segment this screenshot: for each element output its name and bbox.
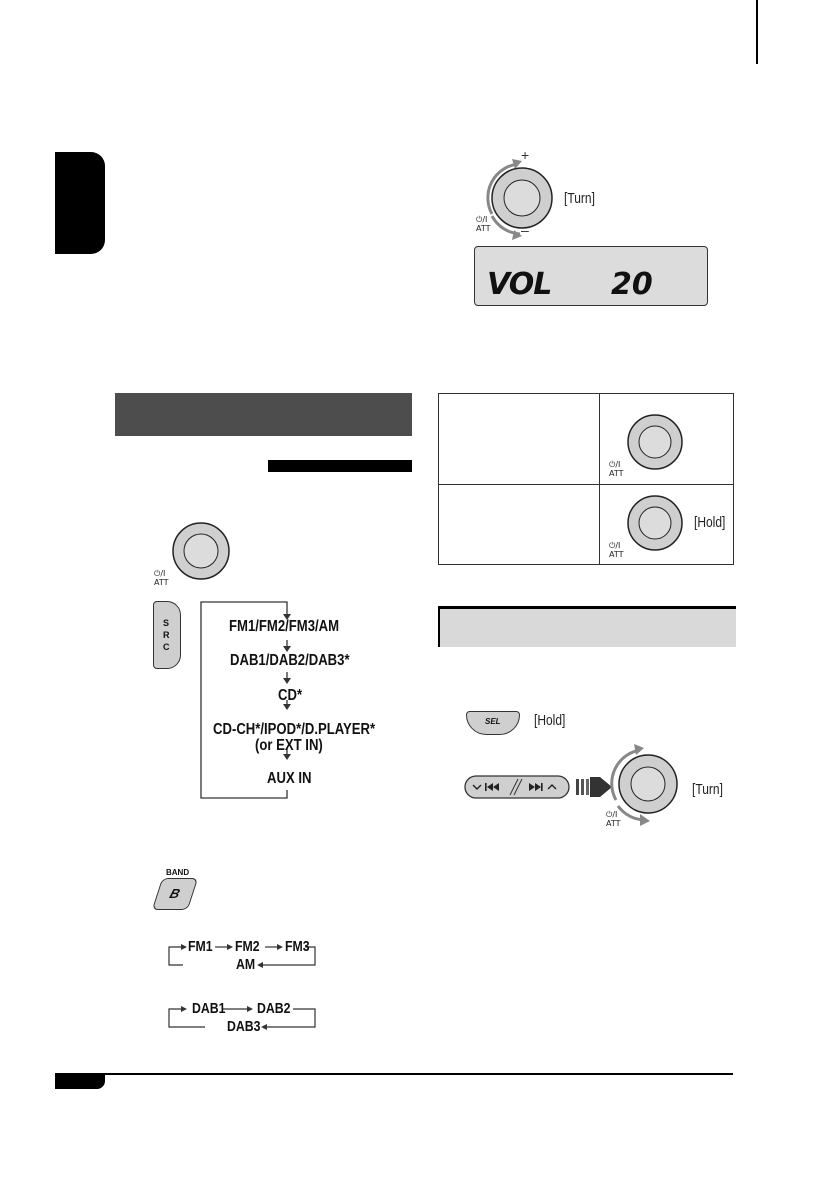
- src-button[interactable]: [153, 601, 181, 669]
- power-off-power-label: ⏻/I: [609, 541, 621, 550]
- band-button[interactable]: [152, 878, 198, 910]
- source-knob-power-label: ⏻/I: [154, 569, 166, 578]
- fm-cycle-am: AM: [236, 956, 256, 973]
- updown-skip-button[interactable]: [464, 775, 570, 799]
- volume-minus-sign: –: [521, 222, 529, 238]
- settings-knob-att-label: ATT: [606, 819, 621, 828]
- sel-button[interactable]: [466, 711, 520, 735]
- power-on-knob[interactable]: [625, 412, 685, 472]
- fm-cycle-fm2: FM2: [235, 938, 260, 955]
- turn-label: [Turn]: [564, 190, 595, 207]
- src-letter-s: S: [163, 618, 170, 628]
- sel-button-label: SEL: [485, 717, 501, 726]
- power-off-hold-label: [Hold]: [694, 514, 726, 531]
- source-item-cd: CD*: [278, 687, 303, 704]
- language-side-tab: [55, 152, 105, 254]
- page-number-tab: [55, 1073, 105, 1089]
- lcd-value-text: 20: [611, 267, 653, 302]
- power-table-column-divider: [599, 394, 600, 564]
- settings-knob-power-label: ⏻/I: [606, 810, 618, 819]
- fm-cycle-fm3: FM3: [285, 938, 310, 955]
- power-off-knob[interactable]: [625, 493, 685, 553]
- source-item-fm: FM1/FM2/FM3/AM: [229, 618, 340, 635]
- lcd-display: [474, 246, 708, 306]
- power-table: [438, 393, 734, 565]
- power-on-power-label: ⏻/I: [609, 460, 621, 469]
- source-item-cdch: CD-CH*/IPOD*/D.PLAYER*: [213, 721, 376, 738]
- source-item-aux: AUX IN: [267, 770, 312, 787]
- section-header-dark: [115, 393, 412, 436]
- src-letter-r: R: [163, 630, 170, 640]
- dab-cycle-dab3: DAB3: [227, 1018, 261, 1035]
- source-knob[interactable]: [170, 520, 232, 582]
- dab-cycle-dab1: DAB1: [192, 1000, 226, 1017]
- settings-turn-label: [Turn]: [692, 781, 723, 798]
- fm-cycle-fm1: FM1: [188, 938, 213, 955]
- sel-hold-label: [Hold]: [534, 712, 566, 729]
- source-knob-att-label: ATT: [154, 578, 169, 587]
- band-label: BAND: [166, 868, 190, 877]
- footer-rule: [55, 1073, 733, 1075]
- subsection-black-bar: [268, 460, 412, 472]
- power-label: ⏻/I: [476, 215, 488, 224]
- lcd-vol-text: VOL: [487, 267, 552, 302]
- top-rule: [756, 0, 758, 64]
- volume-plus-sign: +: [521, 147, 530, 163]
- band-button-letter: B: [167, 886, 182, 901]
- power-table-row-divider: [439, 484, 733, 485]
- power-off-att-label: ATT: [609, 550, 624, 559]
- source-item-dab: DAB1/DAB2/DAB3*: [230, 652, 350, 669]
- att-label: ATT: [476, 224, 491, 233]
- src-letter-c: C: [163, 642, 170, 652]
- source-item-ext: (or EXT IN): [255, 737, 323, 754]
- power-on-att-label: ATT: [609, 469, 624, 478]
- section-header-light: [438, 606, 736, 647]
- dab-cycle-dab2: DAB2: [257, 1000, 291, 1017]
